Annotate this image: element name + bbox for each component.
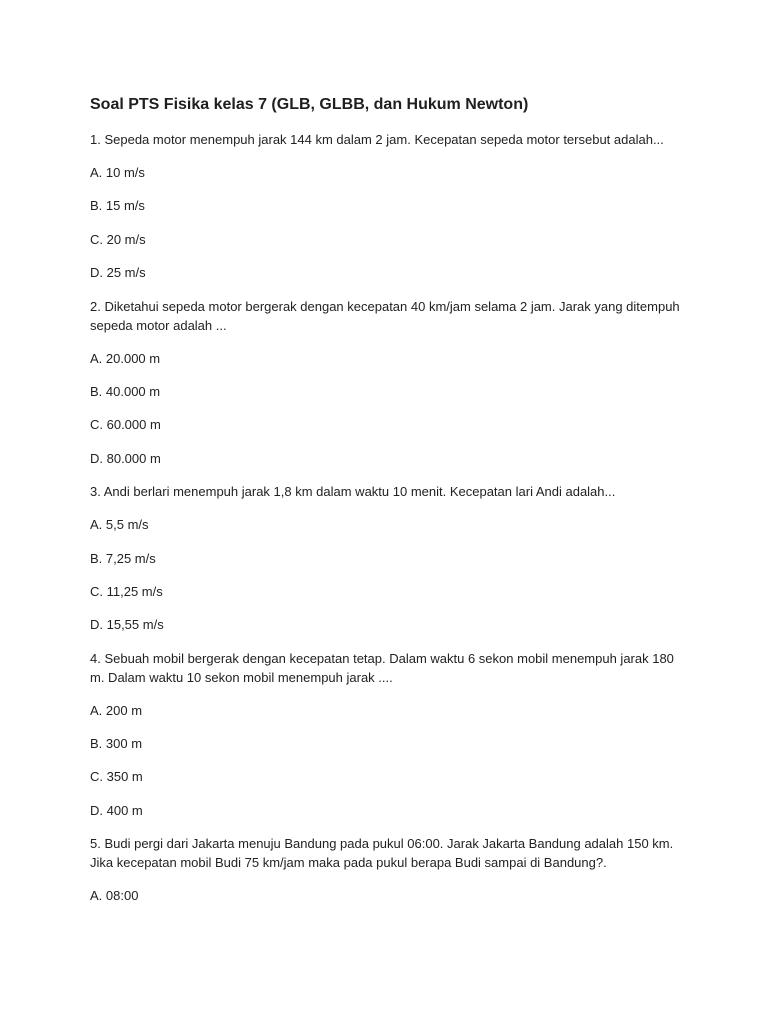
question-1: 1. Sepeda motor menempuh jarak 144 km dalam 2 jam. Kecepatan sepeda motor tersebut adalah... — [90, 132, 664, 147]
question-2-option-c: C. 60.000 m — [90, 417, 161, 433]
question-3-option-d: D. 15,55 m/s — [90, 617, 164, 633]
question-2-option-a: A. 20.000 m — [90, 350, 161, 366]
question-2-option-d: D. 80.000 m — [90, 450, 161, 466]
question-4-option-a: A. 200 m — [90, 702, 143, 718]
question-2-option-b: B. 40.000 m — [90, 383, 161, 399]
question-1-option-b: B. 15 m/s — [90, 198, 145, 214]
question-5: 5. Budi pergi dari Jakarta menuju Bandung pada pukul 06:00. Jarak Jakarta Bandung adalah 150 km. Jika kecepatan mobil Budi 75 km/jam maka pada pukul berapa Budi sampai di Bandung?. — [90, 836, 674, 871]
question-3: 3. Andi berlari menempuh jarak 1,8 km dalam waktu 10 menit. Kecepatan lari Andi adalah... — [90, 484, 616, 500]
question-3-option-b: B. 7,25 m/s — [90, 550, 156, 566]
question-4-option-d: D. 400 m — [90, 802, 143, 818]
question-4-option-c: C. 350 m — [90, 769, 143, 785]
question-1-option-d: D. 25 m/s — [90, 265, 146, 281]
question-5-option-a: A. 08:00 — [90, 888, 139, 904]
question-1-option-a: A. 10 m/s — [90, 165, 145, 180]
question-4-option-b: B. 300 m — [90, 736, 143, 752]
question-3-option-a: A. 5,5 m/s — [90, 517, 149, 533]
document-content — [90, 94, 680, 920]
question-2: 2. Diketahui sepeda motor bergerak dengan kecepatan 40 km/jam selama 2 jam. Jarak yang ditempuh sepeda motor adalah ... — [90, 298, 680, 333]
document-title: Soal PTS Fisika kelas 7 (GLB, GLBB, dan Hukum Newton) — [90, 96, 529, 113]
question-3-option-c: C. 11,25 m/s — [90, 583, 163, 599]
question-4: 4. Sebuah mobil bergerak dengan kecepatan tetap. Dalam waktu 6 sekon mobil menempuh jarak 180 m. Dalam waktu 10 sekon mobil menempuh jarak .... — [90, 650, 674, 685]
question-1-option-c: C. 20 m/s — [90, 231, 146, 247]
